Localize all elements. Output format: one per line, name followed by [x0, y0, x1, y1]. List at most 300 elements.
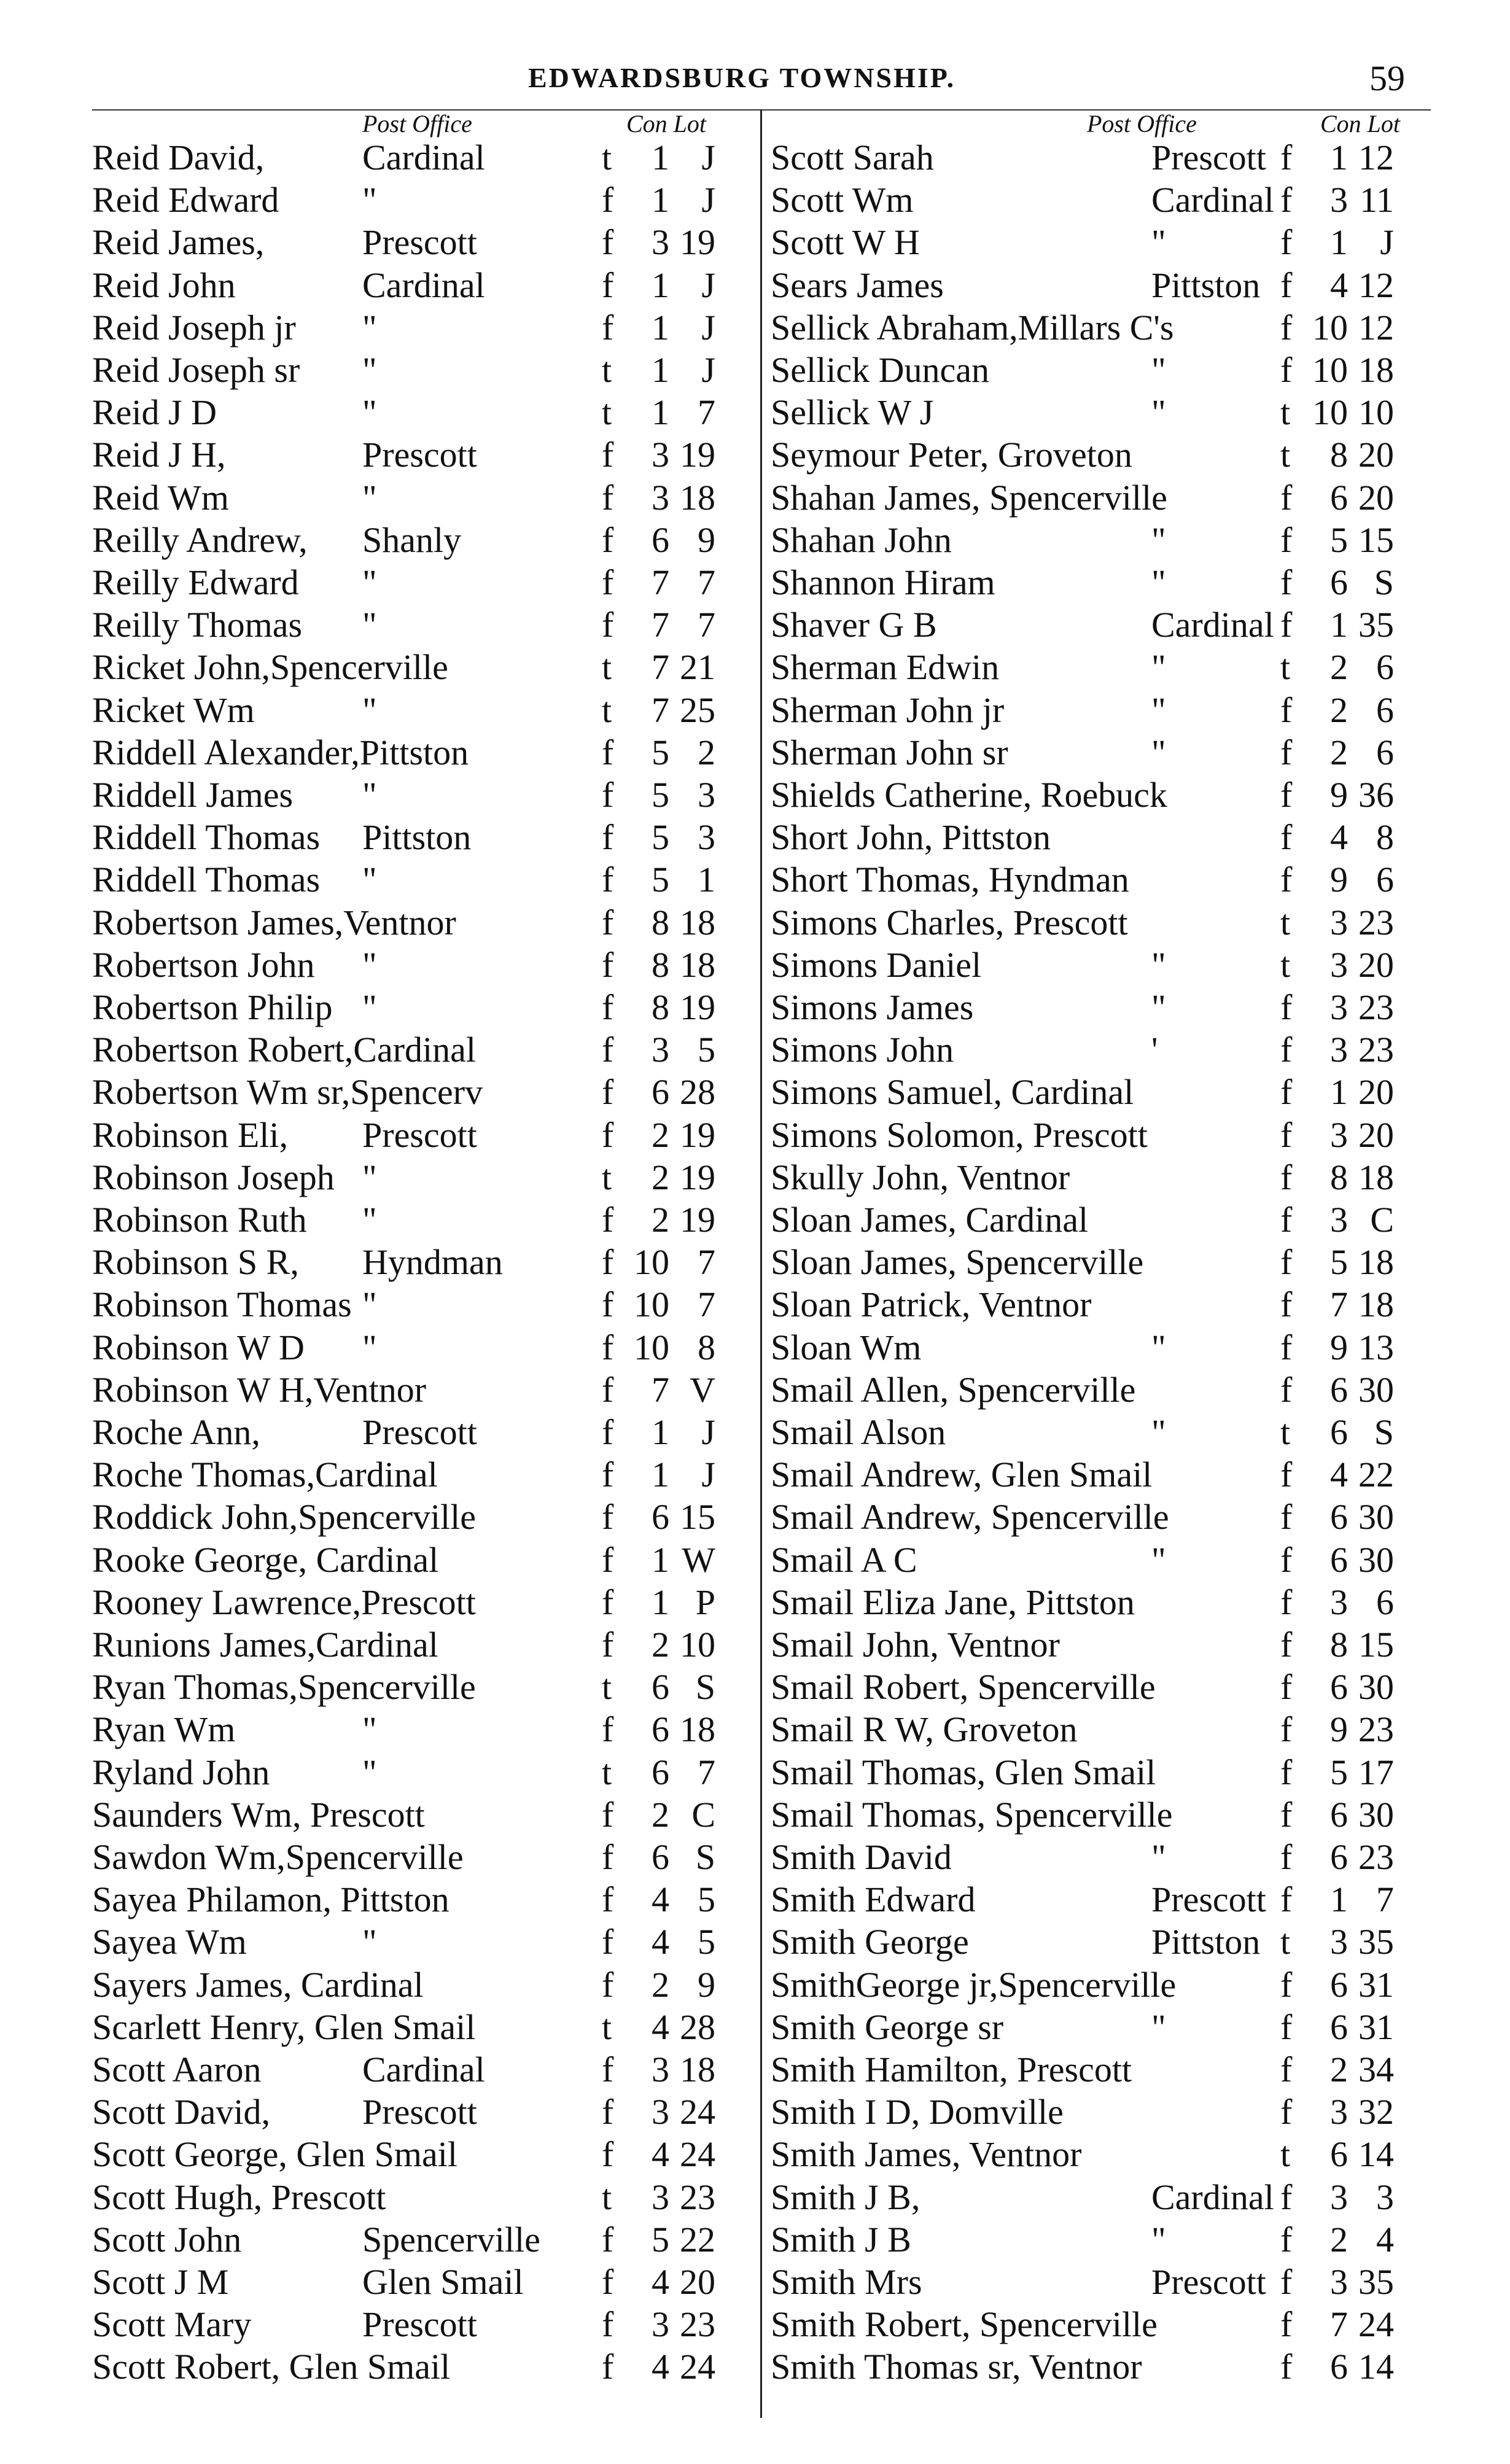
- entry-lot: 28: [680, 2007, 715, 2047]
- directory-entry: [771, 433, 1434, 476]
- entry-concession: 3: [652, 2050, 669, 2089]
- entry-concession: 6: [652, 519, 669, 560]
- directory-entry: [92, 774, 755, 816]
- entry-lot: 23: [1358, 1709, 1394, 1750]
- entry-name: Scott George, Glen Smail: [92, 2134, 457, 2175]
- post-office-header: Post Office: [362, 110, 472, 138]
- entry-name: Smail Andrew, Glen Smail: [771, 1455, 1153, 1495]
- entry-name: Sellick Duncan: [771, 350, 989, 390]
- entry-name: Roche Ann,: [92, 1412, 260, 1452]
- directory-entry: [771, 1623, 1434, 1666]
- entry-concession: 4: [652, 2007, 669, 2047]
- entry-post-office: ": [1151, 392, 1166, 433]
- entry-tenure: t: [602, 690, 612, 730]
- directory-entry: [771, 2261, 1434, 2303]
- entry-concession: 3: [652, 2304, 669, 2345]
- directory-entry: [771, 1156, 1434, 1199]
- entry-concession: 3: [1330, 1582, 1348, 1622]
- entry-concession: 6: [1330, 2007, 1348, 2047]
- directory-entry: [771, 2345, 1434, 2388]
- entry-post-office: Pittston: [1151, 1922, 1261, 1962]
- entry-concession: 6: [652, 1709, 669, 1750]
- page-title: EDWARDSBURG TOWNSHIP.: [528, 62, 956, 93]
- directory-entry: [771, 1878, 1434, 1921]
- directory-entry: [92, 1836, 755, 1878]
- column-divider: [760, 109, 762, 2418]
- entry-tenure: f: [1280, 222, 1293, 263]
- entry-name: Smith J B,: [771, 2177, 920, 2217]
- entry-lot: 3: [698, 817, 715, 858]
- entry-lot: 18: [680, 477, 715, 518]
- entry-name: Shahan John: [771, 519, 952, 560]
- entry-name: Riddell Thomas: [92, 817, 321, 858]
- entry-name: Robertson Wm sr,Spencerv: [92, 1072, 483, 1113]
- entry-lot: 30: [1358, 1497, 1394, 1537]
- entry-concession: 6: [1330, 1964, 1348, 2005]
- entry-tenure: f: [1280, 2347, 1293, 2387]
- entry-lot: 24: [1358, 2304, 1394, 2345]
- entry-concession: 7: [652, 647, 669, 688]
- entry-tenure: t: [1280, 1922, 1291, 1962]
- entry-name: Ricket Wm: [92, 690, 255, 730]
- entry-tenure: f: [1280, 1072, 1293, 1113]
- directory-entry: [771, 561, 1434, 604]
- entry-post-office: ": [362, 1200, 377, 1240]
- entry-post-office: Cardinal: [362, 2050, 485, 2089]
- directory-entry: [92, 1369, 755, 1411]
- entry-name: Riddell Thomas: [92, 860, 321, 900]
- entry-post-office: ": [1151, 1412, 1166, 1452]
- entry-tenure: f: [602, 732, 614, 772]
- entry-lot: 28: [680, 1072, 715, 1113]
- directory-entry: [92, 1964, 755, 2006]
- entry-post-office: Pittston: [1151, 265, 1261, 305]
- directory-entry: [92, 561, 755, 604]
- entry-concession: 3: [652, 222, 669, 263]
- entry-lot: 19: [680, 222, 715, 263]
- directory-entry: [92, 1114, 755, 1156]
- entry-post-office: Prescott: [362, 2304, 477, 2345]
- entry-tenure: t: [1280, 435, 1291, 475]
- directory-entry: [92, 264, 755, 306]
- entry-post-office: ": [362, 1284, 377, 1325]
- entry-lot: 7: [698, 392, 715, 433]
- directory-entry: [771, 1369, 1434, 1411]
- entry-lot: 34: [1358, 2050, 1394, 2089]
- entry-tenure: f: [602, 1879, 614, 1920]
- entry-lot: 15: [680, 1497, 715, 1537]
- directory-entry: [771, 689, 1434, 731]
- directory-entry: [92, 1539, 755, 1581]
- entry-lot: 18: [680, 2050, 715, 2089]
- entry-name: Smith Robert, Spencerville: [771, 2304, 1158, 2345]
- entry-post-office: ": [362, 307, 377, 348]
- entry-concession: 1: [652, 265, 669, 305]
- entry-post-office: ": [362, 1922, 377, 1962]
- entry-lot: 35: [1358, 1922, 1394, 1962]
- entry-tenure: f: [1280, 1455, 1293, 1495]
- directory-entry: [92, 901, 755, 944]
- directory-entry: [771, 1921, 1434, 1963]
- entry-concession: 1: [652, 138, 669, 177]
- entry-name: Scott Sarah: [771, 138, 934, 177]
- entry-lot: J: [701, 307, 715, 348]
- entry-name: Short John, Pittston: [771, 817, 1051, 858]
- entry-tenure: f: [602, 1369, 614, 1410]
- entry-lot: 1: [698, 860, 715, 900]
- entry-tenure: f: [602, 1709, 614, 1750]
- entry-lot: 18: [680, 944, 715, 985]
- entry-lot: J: [1380, 222, 1394, 263]
- entry-name: Smith Thomas sr, Ventnor: [771, 2347, 1142, 2387]
- directory-entry: [92, 689, 755, 731]
- directory-entry: [92, 858, 755, 901]
- entry-lot: 20: [1358, 1072, 1394, 1113]
- entry-concession: 2: [652, 1200, 669, 1240]
- entry-lot: 19: [680, 435, 715, 475]
- entry-tenure: f: [602, 562, 614, 602]
- directory-entry: [771, 1496, 1434, 1538]
- entry-lot: 18: [1358, 1157, 1394, 1197]
- entry-concession: 5: [652, 2219, 669, 2260]
- entry-concession: 8: [1330, 1625, 1348, 1665]
- entry-name: Smith Mrs: [771, 2262, 922, 2302]
- entry-concession: 3: [1330, 2092, 1348, 2132]
- entry-name: Sayers James, Cardinal: [92, 1964, 424, 2005]
- entry-concession: 3: [1330, 2262, 1348, 2302]
- entry-post-office: ": [362, 350, 377, 390]
- entry-name: Roddick John,Spencerville: [92, 1497, 477, 1537]
- entry-tenure: f: [602, 435, 614, 475]
- entry-concession: 2: [1330, 2050, 1348, 2089]
- entry-tenure: f: [602, 1794, 614, 1835]
- entry-name: Smail John, Ventnor: [771, 1625, 1060, 1665]
- entry-name: Smith Edward: [771, 1879, 976, 1920]
- entry-concession: 8: [652, 902, 669, 942]
- directory-entry: [771, 858, 1434, 901]
- entry-name: Scott Hugh, Prescott: [92, 2177, 386, 2217]
- entry-name: Sayea Philamon, Pittston: [92, 1879, 449, 1920]
- entry-post-office: Prescott: [362, 2092, 477, 2132]
- entry-lot: 7: [698, 562, 715, 602]
- entry-post-office: ": [362, 477, 377, 518]
- entry-lot: 30: [1358, 1369, 1394, 1410]
- entry-name: SmithGeorge jr,Spencerville: [771, 1964, 1177, 2005]
- directory-entry: [92, 391, 755, 433]
- entry-concession: 3: [1330, 1114, 1348, 1155]
- entry-lot: 30: [1358, 1667, 1394, 1708]
- entry-post-office: ": [362, 392, 377, 433]
- directory-entry: [92, 2133, 755, 2175]
- directory-entry: [771, 1539, 1434, 1581]
- entry-concession: 8: [652, 987, 669, 1027]
- entry-concession: 7: [652, 1369, 669, 1410]
- directory-entry: [92, 1751, 755, 1794]
- entry-name: Scott W H: [771, 222, 920, 263]
- entry-concession: 2: [652, 1625, 669, 1665]
- entry-post-office: ": [362, 944, 377, 985]
- entry-name: Rooney Lawrence,Prescott: [92, 1582, 476, 1622]
- entry-concession: 1: [652, 180, 669, 220]
- directory-entry: [92, 1241, 755, 1283]
- directory-entry: [92, 1496, 755, 1538]
- directory-entry: [92, 476, 755, 519]
- entry-tenure: f: [1280, 138, 1293, 177]
- entry-tenure: f: [602, 1114, 614, 1155]
- entry-lot: 18: [680, 1709, 715, 1750]
- entry-concession: 3: [1330, 1030, 1348, 1070]
- entry-post-office: ": [362, 1327, 377, 1367]
- entry-concession: 1: [652, 350, 669, 390]
- entry-concession: 2: [652, 1794, 669, 1835]
- entry-tenure: f: [1280, 1114, 1293, 1155]
- entry-tenure: t: [1280, 647, 1291, 688]
- entry-tenure: f: [1280, 2177, 1293, 2217]
- entry-lot: 14: [1358, 2134, 1394, 2175]
- entry-concession: 5: [652, 860, 669, 900]
- entry-concession: 10: [634, 1242, 669, 1283]
- entry-name: Shahan James, Spencerville: [771, 477, 1167, 518]
- entry-post-office: Cardinal: [362, 265, 485, 305]
- entry-concession: 2: [1330, 647, 1348, 688]
- entry-tenure: t: [602, 2007, 612, 2047]
- entry-post-office: ': [1151, 1030, 1158, 1070]
- directory-entry: [771, 646, 1434, 688]
- entry-lot: W: [682, 1539, 715, 1580]
- directory-entry: [771, 2006, 1434, 2048]
- entry-lot: 24: [680, 2347, 715, 2387]
- entry-lot: 36: [1358, 775, 1394, 815]
- entry-name: Simons James: [771, 987, 974, 1027]
- entry-name: Robertson James,Ventnor: [92, 902, 456, 942]
- directory-entry: [92, 2345, 755, 2388]
- entry-tenure: f: [1280, 1879, 1293, 1920]
- entry-lot: 3: [698, 775, 715, 815]
- entry-concession: 1: [1330, 1072, 1348, 1113]
- entry-lot: 20: [1358, 944, 1394, 985]
- directory-entry: [771, 391, 1434, 433]
- entry-name: Ricket John,Spencerville: [92, 647, 448, 688]
- directory-entry: [771, 306, 1434, 349]
- directory-entry: [92, 1581, 755, 1623]
- entry-name: Sellick W J: [771, 392, 934, 433]
- entry-tenure: f: [602, 1072, 614, 1113]
- entry-lot: V: [690, 1369, 715, 1410]
- entry-post-office: ": [1151, 690, 1166, 730]
- entry-lot: J: [701, 138, 715, 177]
- entry-name: Robinson S R,: [92, 1242, 299, 1283]
- directory-entry: [92, 519, 755, 561]
- directory-entry: [771, 901, 1434, 944]
- entry-tenure: f: [1280, 2050, 1293, 2089]
- entry-name: Scott David,: [92, 2092, 270, 2132]
- entry-concession: 6: [652, 1072, 669, 1113]
- entry-post-office: Pittston: [362, 817, 472, 858]
- entry-tenure: f: [1280, 1625, 1293, 1665]
- entry-name: Sherman John jr: [771, 690, 1005, 730]
- entry-lot: 4: [1376, 2219, 1394, 2260]
- entry-post-office: Prescott: [1151, 138, 1266, 177]
- entry-concession: 1: [1330, 605, 1348, 645]
- entry-name: Reid David,: [92, 138, 265, 177]
- directory-entry: [771, 2303, 1434, 2345]
- entry-concession: 10: [1312, 392, 1348, 433]
- directory-entry: [771, 2048, 1434, 2091]
- directory-entry: [92, 1708, 755, 1751]
- entry-post-office: Cardinal: [1151, 605, 1274, 645]
- entry-post-office: ": [362, 775, 377, 815]
- entry-name: Skully John, Ventnor: [771, 1157, 1070, 1197]
- directory-entry: [92, 2176, 755, 2218]
- entry-tenure: f: [602, 2304, 614, 2345]
- entry-tenure: f: [602, 1539, 614, 1580]
- directory-entry: [771, 2091, 1434, 2133]
- entry-lot: 19: [680, 1114, 715, 1155]
- entry-tenure: f: [1280, 860, 1293, 900]
- entry-name: Scott Wm: [771, 180, 914, 220]
- entry-name: Reilly Edward: [92, 562, 299, 602]
- entry-concession: 10: [1312, 307, 1348, 348]
- entry-concession: 8: [1330, 435, 1348, 475]
- entry-lot: 30: [1358, 1794, 1394, 1835]
- entry-lot: J: [701, 180, 715, 220]
- entry-concession: 2: [652, 1157, 669, 1197]
- entry-concession: 6: [1330, 2134, 1348, 2175]
- entry-tenure: f: [602, 307, 614, 348]
- entry-name: Smith David: [771, 1837, 952, 1877]
- entry-name: Robertson John: [92, 944, 315, 985]
- entry-name: Scott J M: [92, 2262, 229, 2302]
- entry-post-office: ": [362, 180, 377, 220]
- directory-entry: [771, 816, 1434, 858]
- entry-tenure: f: [1280, 2219, 1293, 2260]
- entry-tenure: f: [1280, 1539, 1293, 1580]
- entry-concession: 10: [1312, 350, 1348, 390]
- directory-entry: [771, 1836, 1434, 1878]
- entry-post-office: ": [1151, 350, 1166, 390]
- entry-name: Ryan Thomas,Spencerville: [92, 1667, 476, 1708]
- entry-name: Sloan James, Cardinal: [771, 1200, 1089, 1240]
- entry-tenure: f: [602, 987, 614, 1027]
- directory-entry: [92, 1283, 755, 1326]
- entry-name: Smail Thomas, Glen Smail: [771, 1752, 1156, 1792]
- entry-concession: 1: [652, 1582, 669, 1622]
- directory-entry: [771, 476, 1434, 519]
- entry-post-office: Hyndman: [362, 1242, 503, 1283]
- entry-tenure: f: [602, 1582, 614, 1622]
- entry-tenure: f: [1280, 732, 1293, 772]
- entry-concession: 4: [652, 2347, 669, 2387]
- entry-tenure: t: [602, 350, 612, 390]
- entry-concession: 8: [652, 944, 669, 985]
- entry-name: Seymour Peter, Groveton: [771, 435, 1132, 475]
- entry-lot: 9: [698, 1964, 715, 2005]
- entry-tenure: f: [1280, 519, 1293, 560]
- directory-entry: [92, 1411, 755, 1453]
- directory-entry: [771, 179, 1434, 221]
- entry-concession: 3: [1330, 2177, 1348, 2217]
- entry-tenure: f: [1280, 1794, 1293, 1835]
- directory-entry: [771, 136, 1434, 179]
- entry-lot: 12: [1358, 307, 1394, 348]
- entry-concession: 10: [634, 1327, 669, 1367]
- directory-entry: [92, 1028, 755, 1071]
- entry-lot: 31: [1358, 1964, 1394, 2005]
- entry-name: Shaver G B: [771, 605, 937, 645]
- directory-entry: [92, 179, 755, 221]
- entry-concession: 5: [1330, 1752, 1348, 1792]
- directory-entry: [771, 1411, 1434, 1453]
- entry-concession: 3: [1330, 180, 1348, 220]
- entry-name: Reid Wm: [92, 477, 229, 518]
- entry-name: Sayea Wm: [92, 1922, 247, 1962]
- entry-tenure: f: [602, 1625, 614, 1665]
- directory-entry: [92, 306, 755, 349]
- entry-tenure: f: [602, 477, 614, 518]
- entry-name: Simons John: [771, 1030, 954, 1070]
- entry-concession: 4: [1330, 1455, 1348, 1495]
- entry-concession: 3: [1330, 1200, 1348, 1240]
- entry-tenure: f: [1280, 987, 1293, 1027]
- entry-post-office: ": [1151, 1539, 1166, 1580]
- entry-name: Smail R W, Groveton: [771, 1709, 1078, 1750]
- entry-name: Reilly Andrew,: [92, 519, 308, 560]
- entry-lot: 19: [680, 1200, 715, 1240]
- directory-entry: [92, 221, 755, 263]
- entry-tenure: f: [1280, 265, 1293, 305]
- entry-post-office: Cardinal: [362, 138, 485, 177]
- entry-post-office: ": [1151, 987, 1166, 1027]
- entry-lot: 20: [680, 2262, 715, 2302]
- entry-lot: 14: [1358, 2347, 1394, 2387]
- entry-post-office: ": [362, 1157, 377, 1197]
- entry-lot: 2: [698, 732, 715, 772]
- directory-entry: [771, 349, 1434, 391]
- entry-lot: 23: [1358, 902, 1394, 942]
- entry-tenure: f: [602, 1837, 614, 1877]
- entry-concession: 4: [1330, 265, 1348, 305]
- entry-lot: J: [701, 265, 715, 305]
- entry-tenure: f: [1280, 1284, 1293, 1325]
- entry-tenure: f: [1280, 180, 1293, 220]
- entry-name: Smith George sr: [771, 2007, 1004, 2047]
- entry-name: Robinson Thomas: [92, 1284, 352, 1325]
- directory-entry: [92, 1453, 755, 1496]
- entry-lot: 6: [1376, 732, 1394, 772]
- directory-entry: [92, 1921, 755, 1963]
- entry-tenure: f: [602, 2347, 614, 2387]
- entry-name: Sloan James, Spencerville: [771, 1242, 1144, 1283]
- entry-post-office: ": [362, 605, 377, 645]
- directory-entry: [771, 2218, 1434, 2261]
- entry-lot: S: [695, 1837, 715, 1877]
- entry-post-office: Cardinal: [1151, 2177, 1274, 2217]
- entry-post-office: ": [1151, 1327, 1166, 1367]
- entry-lot: 7: [698, 1284, 715, 1325]
- entry-lot: 35: [1358, 2262, 1394, 2302]
- entry-name: Smith Hamilton, Prescott: [771, 2050, 1132, 2089]
- entry-concession: 3: [652, 1030, 669, 1070]
- entry-name: Smail Thomas, Spencerville: [771, 1794, 1173, 1835]
- entry-tenure: f: [1280, 1752, 1293, 1792]
- entry-lot: 9: [698, 519, 715, 560]
- entry-lot: 30: [1358, 1539, 1394, 1580]
- entry-lot: 20: [1358, 477, 1394, 518]
- entry-concession: 5: [1330, 1242, 1348, 1283]
- entry-tenure: f: [602, 1200, 614, 1240]
- entry-tenure: t: [602, 1667, 612, 1708]
- entry-name: Reid James,: [92, 222, 265, 263]
